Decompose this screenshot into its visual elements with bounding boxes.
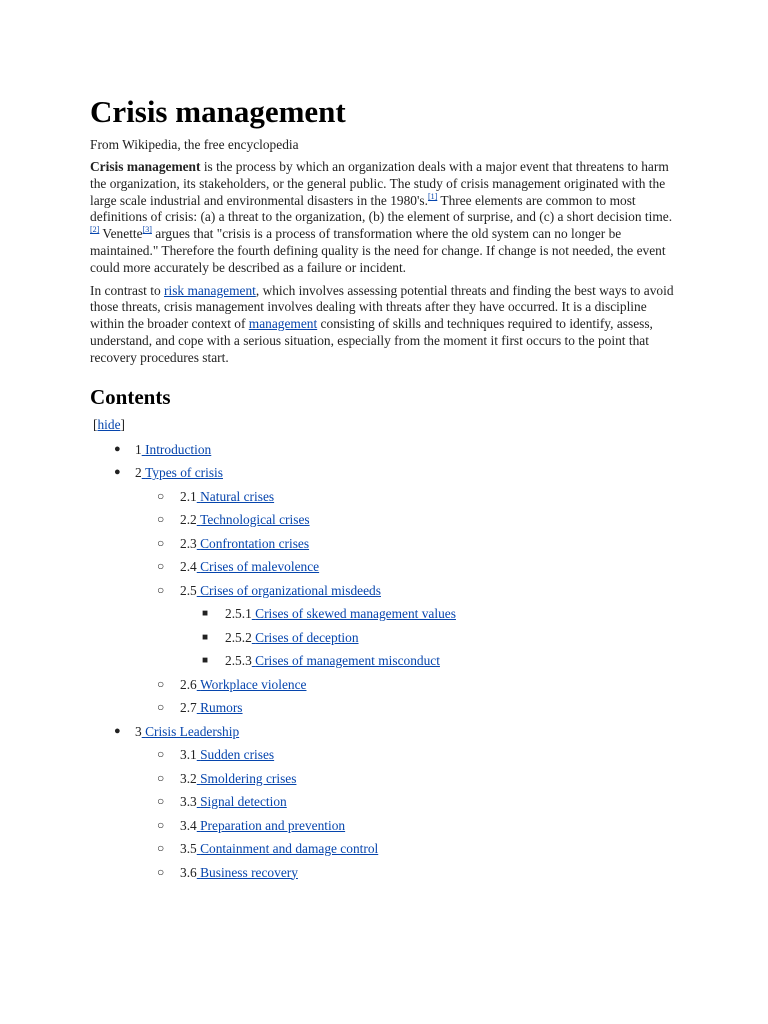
toc-item [90,673,680,697]
reference-link-1[interactable]: [1] [427,191,438,201]
para1-text-b: Three elements are common to most definitions of crisis: (a) a threat to the organization, (b) the element of surprise, and (c) a short decision time. [90,192,673,225]
bullet-icon: ● [114,442,121,455]
toc-item [90,790,680,814]
toc-number: 2.5 [180,582,197,598]
toc-item [90,861,680,885]
bullet-icon: ■ [202,655,209,667]
toc-number: 3.1 [180,747,197,763]
para1-text-d: argues that "crisis is a process of transformation where the old system can no longer be maintained." Therefore the fourth defining quality is the need for change. If change is not needed, the event could more accurately be described as a failure or incident. [90,226,666,275]
toc-link[interactable]: Signal detection [200,794,287,810]
toc-link[interactable]: Crisis Leadership [145,723,240,739]
bullet-icon: ○ [157,700,165,715]
bullet-icon: ○ [157,794,165,809]
bullet-icon: ● [114,724,121,737]
para2-text-c: consisting of skills and techniques required to identify, assess, understand, and cope with a serious situation, especially from the moment it first occurs to the point that recovery procedures start. [90,316,653,365]
bullet-icon: ○ [157,864,165,879]
toc-link[interactable]: Smoldering crises [200,770,297,786]
toc-number: 1 [135,441,142,457]
page-title: Crisis management [90,94,346,129]
toc-number: 2.4 [180,559,197,575]
toc-item [90,696,680,720]
article [90,92,680,884]
toc-number: 2.6 [180,676,197,692]
bullet-icon: ○ [157,841,165,856]
toc-item [90,461,680,485]
bullet-icon: ○ [157,676,165,691]
toc-link[interactable]: Workplace violence [200,676,307,692]
toc-number: 2.5.2 [225,629,252,645]
toc-item [90,649,680,673]
bold-term: Crisis management [90,159,201,174]
toc-item [90,438,680,462]
toc-number: 3.2 [180,770,197,786]
toc-number: 2.2 [180,512,197,528]
toc-link[interactable]: Crises of malevolence [200,559,320,575]
toc-number: 3.4 [180,817,197,833]
toc-number: 3 [135,723,142,739]
bullet-icon: ■ [202,631,209,643]
reference-link-2[interactable]: [2] [90,225,100,235]
toc-item [90,814,680,838]
toc-link[interactable]: Containment and damage control [200,841,379,857]
toc-number: 2.7 [180,700,197,716]
toc-link[interactable]: Introduction [145,441,212,457]
bullet-icon: ○ [157,535,165,550]
table-of-contents [90,438,680,885]
toc-number: 3.3 [180,794,197,810]
bullet-icon: ○ [157,559,165,574]
bullet-icon: ● [114,466,121,479]
contents-heading: Contents [90,384,171,409]
toc-number: 2.3 [180,535,197,551]
toc-number: 2.1 [180,488,197,504]
site-subtitle: From Wikipedia, the free encyclopedia [90,137,299,152]
management-link[interactable]: management [248,316,318,332]
toc-item [90,743,680,767]
para1-text-c: Venette [99,226,143,242]
hide-toc-link[interactable]: hide [97,416,121,432]
reference-link-3[interactable]: [3] [142,225,152,235]
toc-item [90,579,680,603]
toc-link[interactable]: Business recovery [200,864,298,880]
intro-paragraph [90,159,680,277]
toc-number: 2.5.3 [225,653,252,669]
toc-item [90,508,680,532]
toc-number: 3.5 [180,841,197,857]
toc-link[interactable]: Technological crises [200,512,310,528]
bullet-icon: ○ [157,817,165,832]
toc-item [90,602,680,626]
toc-link[interactable]: Crises of deception [255,629,359,645]
toc-item [90,720,680,744]
risk-management-link[interactable]: risk management [164,282,256,298]
toc-link[interactable]: Types of crisis [145,465,223,481]
toc-number: 3.6 [180,864,197,880]
toc-link[interactable]: Rumors [200,700,243,716]
bullet-icon: ○ [157,770,165,785]
toc-link[interactable]: Crises of management misconduct [255,653,440,669]
toc-link[interactable]: Preparation and prevention [200,817,346,833]
toc-item [90,626,680,650]
toc-number: 2.5.1 [225,606,252,622]
contrast-paragraph [90,283,680,367]
toc-number: 2 [135,465,142,481]
toc-link[interactable]: Crises of skewed management values [255,606,456,622]
toc-item [90,485,680,509]
bullet-icon: ○ [157,747,165,762]
toc-item [90,767,680,791]
toc-toggle: [hide] [93,416,125,432]
bullet-icon: ○ [157,582,165,597]
para1-text-a: is the process by which an organization deals with a major event that threatens to harm the organization, its stakeholders, or the general public. The study of crisis management originated with the large scale industrial and environmental disasters in the 1980's. [90,159,669,208]
bullet-icon: ○ [157,488,165,503]
bullet-icon: ○ [157,512,165,527]
toc-item [90,532,680,556]
toc-link[interactable]: Confrontation crises [200,535,310,551]
para2-text-b: , which involves assessing potential threats and finding the best ways to avoid those threats, crisis management involves dealing with threats after they have occurred. It is a discipline within the broader context of [90,282,674,332]
bullet-icon: ■ [202,608,209,620]
toc-link[interactable]: Natural crises [200,488,275,504]
toc-link[interactable]: Sudden crises [200,747,275,763]
toc-item [90,555,680,579]
para2-text-a: In contrast to [90,282,165,298]
toc-item [90,837,680,861]
toc-link[interactable]: Crises of organizational misdeeds [200,582,381,598]
